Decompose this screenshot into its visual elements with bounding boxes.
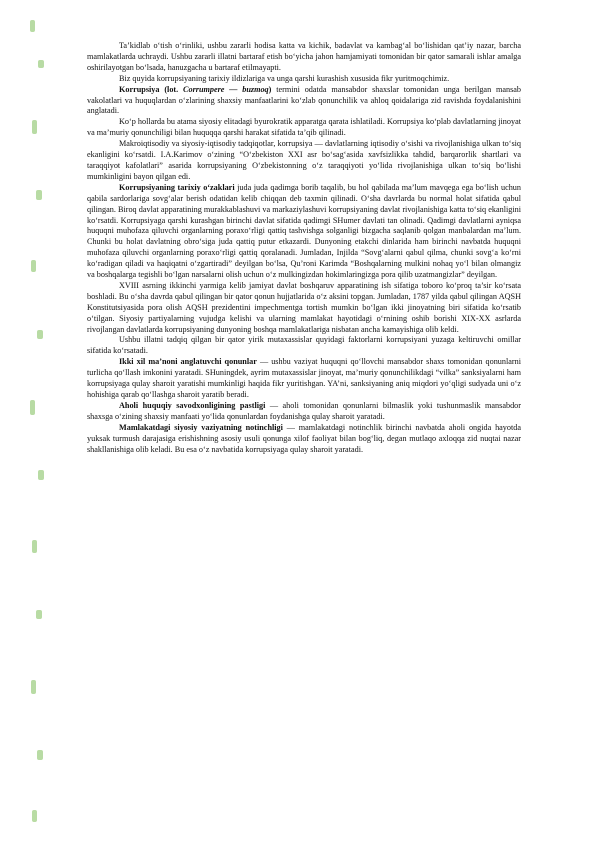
paragraph: [87, 74, 521, 85]
paragraph-lead: Mamlakatdagi siyosiy vaziyatning notinchligi: [119, 422, 283, 432]
paragraph-lead-italic: Corrumpere — buzmoq: [183, 84, 269, 94]
paragraph-lead: Ikki xil ma’noni anglatuvchi qonunlar: [119, 357, 257, 367]
paragraph-text: — aholi tomonidan qonunlarni bilmaslik yoki tushunmaslik mansabdor shaxsga o‘zining shaxsiy manfaati yo‘lida qonunlardan foydanishga qulay sharoit yaratadi.: [87, 400, 521, 421]
paragraph-factor: [87, 357, 521, 401]
paragraph-text: Makroiqtisodiy va siyosiy-iqtisodiy tadqiqotlar, korrupsiya — davlatlarning iqtisodiy o‘sishi va rivojlanishiga ulkan to‘siq ekanligini ko‘rsatdi. I.A.Karimov o‘zining “O‘zbekiston XXI asr bo‘sag‘asida xavfsizlikka tahdid, barqarorlik shartlari va taraqqiyot kafolatlari” asarida korrupsiyaning O‘zbekistonning o‘z taraqqiyoti yo‘lida rivojlanishiga ulkan to‘siq bo‘lishi mumkinligini bayon qilgan edi.: [87, 139, 521, 181]
paragraph: [87, 139, 521, 183]
document-body: [87, 41, 521, 455]
paragraph-factor: [87, 401, 521, 423]
paragraph-lead: Korrupsiyaning tarixiy o‘zaklari: [119, 182, 235, 192]
paragraph-lead-end: ): [268, 84, 272, 94]
paragraph: [87, 281, 521, 336]
paragraph-text: — ushbu vaziyat huquqni qo‘llovchi mansabdor shaxs tomonidan qonunlarni turlicha qo‘llash imkonini yaratadi. SHuningdek, ayrim mutaxassislar jinoyat, ma’muriy qonunchilikdagi “vilka” sanksiyalarni ham korrupsiyaga qulay sharoit yaratishi mumkinligi haqida fikr yuritishgan. YA’ni, sanksiyaning aniq miqdori yo‘qligi sudyada uni o‘z hohishiga qarab qo‘llashga sharoit yaratib beradi.: [87, 357, 521, 399]
paragraph-text: Ko‘p hollarda bu atama siyosiy elitadagi byurokratik apparatga qarata ishlatiladi. Korrupsiya ko‘plab davlatlarning jinoyat va ma’muriy qonunchiligi bilan huquqqa qarshi harakat sifatida ta’qib qilinadi.: [87, 117, 521, 138]
paragraph-text: termini odatda mansabdor shaxslar tomonidan unga berilgan mansab vakolatlari va huquqlardan o‘zlarining shaxsiy manfaatlarini ko‘zlab qonunchilik va ahloq qoidalariga zid ravishda foydalanishini anglatadi.: [87, 84, 522, 116]
paragraph: [87, 117, 521, 139]
paragraph-text: Ushbu illatni tadqiq qilgan bir qator yirik mutaxassislar quyidagi faktorlarni korrupsiyani yuzaga keltiruvchi omillar sifatida ko‘rsatadi.: [87, 335, 521, 356]
paragraph: [87, 335, 521, 357]
paragraph-history: [87, 183, 521, 281]
paragraph-text: — mamlakatdagi notinchlik birinchi navbatda aholi ongida hayotda yuksak turmush darajasiga erishishning asosiy usuli qonunga xilof faoliyat bilan bog‘liq, degan mutlaqo axloqqa zid nuqtai nazar shakllanishiga olib keladi. Bu esa o‘z navbatida korrupsiyaga qulay sharoit yaratadi.: [87, 422, 521, 454]
paragraph-text: Biz quyida korrupsiyaning tarixiy ildizlariga va unga qarshi kurashish xususida fikr yuritmoqchimiz.: [119, 73, 450, 83]
watermark-stripe: [20, 0, 60, 842]
paragraph-lead: Korrupsiya (lot.: [119, 84, 184, 94]
paragraph-term-definition: [87, 85, 521, 118]
paragraph-text: XVIII asrning ikkinchi yarmiga kelib jamiyat davlat boshqaruv apparatining ish sifatiga toborо ko‘proq ta’sir ko‘rsata boshladi. Bu o‘sha davrda qabul qilingan bir qator qonun hujjatlarida o‘z aksini topgan. Jumladan, 1787 yilda qabul qilingan AQSH Konstitutsiyasida pora olish AQSH prezidentini impechmentga tortish mumkin bo‘lgan ikki jinoyatning biri sifatida ko‘rsatib o‘tilgan. Siyosiy partiyalarning vujudga kelishi va ularning mamlakat hayotidagi o‘rnining oshib borishi XIX-XX asrlarda rivojlangan davlatlarda korrupsiyaning dunyoning boshqa mamlakatlariga nisbatan ancha kamayishiga olib keldi.: [87, 280, 521, 334]
paragraph-factor: [87, 423, 521, 456]
paragraph-lead: Aholi huquqiy savodxonligining pastligi: [119, 400, 266, 410]
paragraph-text: Ta’kidlab o‘tish o‘rinliki, ushbu zararli hodisa katta va kichik, badavlat va kambag‘al bo‘lishidan qat’iy nazar, barcha mamlakatlarda uchraydi. Ushbu zararli illatni bartaraf etish bo‘yicha jahon hamjamiyati tomonidan bir qator samarali ishlar amalga oshirilayotgan bo‘lsada, hanuzgacha u bartaraf etilmayapti.: [87, 41, 521, 72]
paragraph: [87, 41, 521, 74]
paragraph-text: juda juda qadimga borib taqalib, bu hol qabilada ma’lum mavqega ega bo‘lish uchun qabila sardorlariga sovg‘alar berish odatidan kelib chiqqan deb taxmin qilinadi. O‘sha davrlarda bu normal holat sifatida qabul qilingan. Biroq davlat apparatining murakkablashuvi va markaziylashuvi korrupsiyaning davlat rivojlanishiga katta to‘siq ekanligini ko‘rsatdi. Korrupsiyaga qarshi kurashgan birinchi davlat sifatida qadimgi SHumer davlati tan olinadi. Qadimgi davlatlarni ayniqsa huquqni muhofaza qiluvchi organlarning poraxo‘rligi qattiq tashvishga solganligi bizgacha saqlanib qolgan manbalardan ma’lum. Chunki bu holat davlatning obro‘siga juda qattiq putur etkazardi. Dunyoning etakchi dinlarida ham birinchi navbatda huquqni muhofaza qiluvchi organlarning poraxo‘rligi qattiq qoralanadi. Jumladan, Injilda “Sovg‘alarni qabul qilma, chunki sovg‘a ko‘rni ko‘radigan qiladi va haqiqatni o‘zgartiradi” deyilgan bo‘lsa, Qu’roni Karimda “Boshqalarning mulkini nohaq yo‘l bilan olmangiz va boshqalarga tegishli bo‘lgan narsalarni olish uchun o‘z mulkingizdan hokimlaringizga pora qilib uzatmangizlar” deyilgan.: [87, 182, 521, 280]
